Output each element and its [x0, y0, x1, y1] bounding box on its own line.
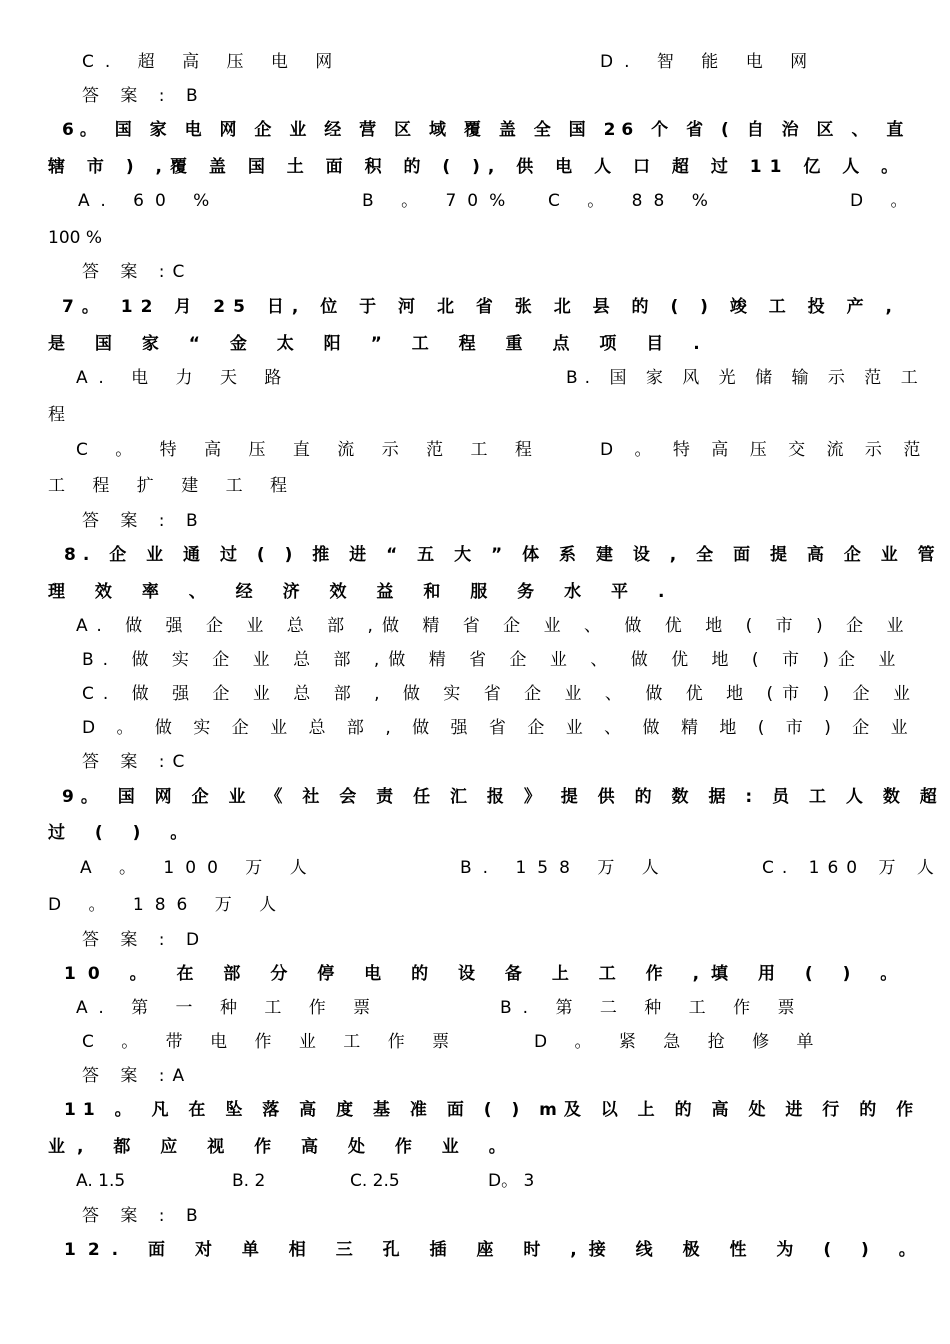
q11-answer: 答 案 : B [82, 1206, 206, 1226]
q9-stem-line2: 过 ( ) 。 [48, 823, 200, 843]
q7-option-b: B. 国 家 风 光 储 输 示 范 工 [566, 368, 925, 388]
q7-stem-line1: 7。 12 月 25 日, 位 于 河 北 省 张 北 县 的 ( ) 竣 工 投 产 , [62, 297, 900, 317]
q10-option-b: B. 第 二 种 工 作 票 [500, 998, 806, 1018]
q7-option-d-cont: 工 程 扩 建 工 程 [48, 476, 299, 496]
q12-stem: 12. 面 对 单 相 三 孔 插 座 时 ,接 线 极 性 为 ( ) 。 [64, 1240, 928, 1260]
q11-option-a: A. 1.5 [76, 1171, 126, 1191]
q7-option-a: A. 电 力 天 路 [76, 368, 293, 388]
q6-answer: 答 案 :C [82, 262, 193, 282]
q5-option-c: C. 超 高 压 电 网 [82, 52, 344, 72]
q5-answer: 答 案 : B [82, 86, 206, 106]
q8-stem-line1: 8. 企 业 通 过 ( ) 推 进 “ 五 大 ” 体 系 建 设 , 全 面 提 高 企 业 管 [64, 545, 942, 565]
q9-option-b: B. 158 万 人 [460, 858, 670, 878]
q7-option-d: D 。 特 高 压 交 流 示 范 [600, 440, 929, 460]
q6-stem-line2: 辖 市 ) ,覆 盖 国 土 面 积 的 ( ), 供 电 人 口 超 过 11 亿 人 。 [48, 157, 907, 177]
q7-option-b-cont: 程 [48, 405, 65, 425]
q11-stem-line2: 业, 都 应 视 作 高 处 作 业 。 [48, 1137, 518, 1157]
q7-stem-line2: 是 国 家 “ 金 太 阳 ” 工 程 重 点 项 目 . [48, 334, 712, 354]
q8-stem-line2: 理 效 率 、 经 济 效 益 和 服 务 水 平 . [48, 582, 677, 602]
q6-option-c: C 。 88 % [548, 191, 719, 211]
q9-option-a: A 。 100 万 人 [80, 858, 318, 878]
q11-stem-line1: 11 。 凡 在 坠 落 高 度 基 准 面 ( ) m及 以 上 的 高 处 进 行 的 作 [64, 1100, 921, 1120]
q10-option-c: C 。 带 电 作 业 工 作 票 [82, 1032, 461, 1052]
q9-option-d: D 。 186 万 人 [48, 895, 288, 915]
q6-stem-line1: 6。 国 家 电 网 企 业 经 营 区 域 覆 盖 全 国 26 个 省 ( 自 治 区 、 直 [62, 120, 910, 140]
q5-option-d: D. 智 能 电 网 [600, 52, 819, 72]
q8-option-c: C. 做 强 企 业 总 部 , 做 实 省 企 业 、 做 优 地 (市 ) 企 业 [82, 684, 920, 704]
q8-option-a: A. 做 强 企 业 总 部 ,做 精 省 企 业 、 做 优 地 ( 市 ) 企 业 [76, 616, 913, 636]
q6-option-a: A. 60 % [78, 191, 221, 211]
q6-option-d: D 。 [850, 191, 919, 211]
q8-option-d: D 。 做 实 企 业 总 部 , 做 强 省 企 业 、 做 精 地 ( 市 ) 企 业 [82, 718, 916, 738]
q9-answer: 答 案 : D [82, 930, 208, 950]
q11-option-c: C. 2.5 [350, 1171, 400, 1191]
q10-stem: 10 。 在 部 分 停 电 的 设 备 上 工 作 ,填 用 ( ) 。 [64, 964, 910, 984]
q10-option-d: D 。 紧 急 抢 修 单 [534, 1032, 825, 1052]
q6-option-b: B 。 70% [362, 191, 517, 211]
q10-answer: 答 案 :A [82, 1066, 193, 1086]
q8-answer: 答 案 :C [82, 752, 193, 772]
q11-option-d: D。 3 [488, 1171, 535, 1191]
q7-answer: 答 案 : B [82, 511, 206, 531]
q10-option-a: A. 第 一 种 工 作 票 [76, 998, 382, 1018]
q11-option-b: B. 2 [232, 1171, 266, 1191]
q6-option-d-value: 100 % [48, 228, 103, 248]
q9-stem-line1: 9。 国 网 企 业 《 社 会 责 任 汇 报 》 提 供 的 数 据 : 员 工 人 数 超 [62, 787, 944, 807]
q8-option-b: B. 做 实 企 业 总 部 ,做 精 省 企 业 、 做 优 地 ( 市 )企 业 [82, 650, 905, 670]
q7-option-c: C 。 特 高 压 直 流 示 范 工 程 [76, 440, 543, 460]
q9-option-c: C. 160 万 人 [762, 858, 942, 878]
